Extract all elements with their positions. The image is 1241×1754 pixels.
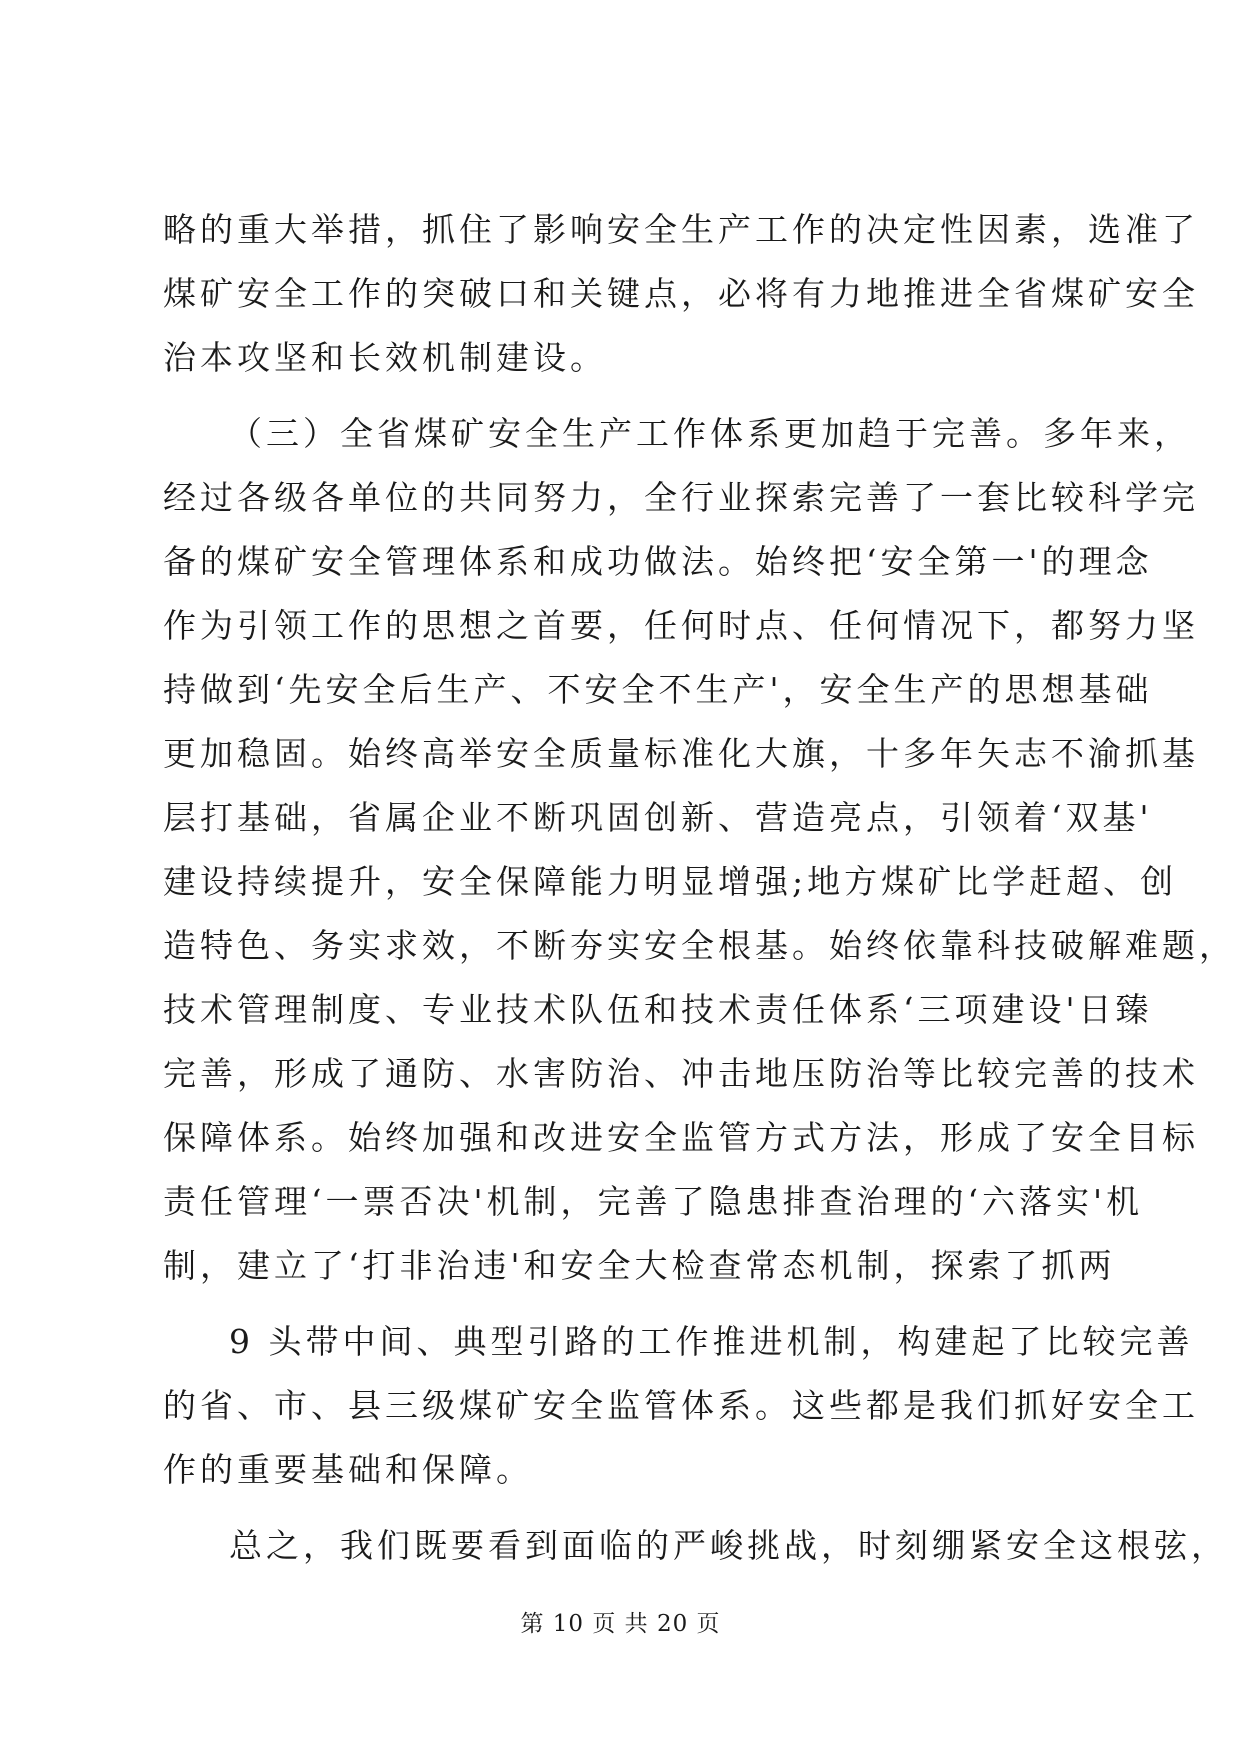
text-line: 完善，形成了通防、水害防治、冲击地压防治等比较完善的技术	[163, 1054, 1199, 1093]
text-line: 治本攻坚和长效机制建设。	[163, 338, 607, 377]
text-line: 经过各级各单位的共同努力，全行业探索完善了一套比较科学完	[163, 478, 1199, 517]
page-number-footer: 第 10 页 共 20 页	[520, 1611, 721, 1637]
text-line: 略的重大举措，抓住了影响安全生产工作的决定性因素，选准了	[163, 210, 1199, 249]
text-line: 作的重要基础和保障。	[163, 1450, 533, 1489]
text-line: 造特色、务实求效，不断夯实安全根基。始终依靠科技破解难题，	[163, 926, 1236, 965]
text-line: 持做到‘先安全后生产、不安全不生产'，安全生产的思想基础	[163, 670, 1153, 709]
text-line: 技术管理制度、专业技术队伍和技术责任体系‘三项建设'日臻	[163, 990, 1153, 1029]
text-line: 的省、市、县三级煤矿安全监管体系。这些都是我们抓好安全工	[163, 1386, 1199, 1425]
text-line: 煤矿安全工作的突破口和关键点，必将有力地推进全省煤矿安全	[163, 274, 1199, 313]
paragraph-heading-line: （三）全省煤矿安全生产工作体系更加趋于完善。多年来，	[229, 414, 1191, 453]
text-line: 9 头带中间、典型引路的工作推进机制，构建起了比较完善	[229, 1322, 1194, 1361]
text-line: 总之，我们既要看到面临的严峻挑战，时刻绷紧安全这根弦，	[229, 1526, 1228, 1565]
text-line: 保障体系。始终加强和改进安全监管方式方法，形成了安全目标	[163, 1118, 1199, 1157]
document-body	[163, 198, 1236, 1578]
text-line: 备的煤矿安全管理体系和成功做法。始终把‘安全第一'的理念	[163, 542, 1153, 581]
text-line: 责任管理‘一票否决'机制，完善了隐患排查治理的‘六落实'机	[163, 1182, 1144, 1221]
text-line: 更加稳固。始终高举安全质量标准化大旗，十多年矢志不渝抓基	[163, 734, 1199, 773]
text-line: 作为引领工作的思想之首要，任何时点、任何情况下，都努力坚	[163, 606, 1199, 645]
text-line: 层打基础，省属企业不断巩固创新、营造亮点，引领着‘双基'	[163, 798, 1153, 837]
text-line: 制，建立了‘打非治违'和安全大检查常态机制，探索了抓两	[163, 1246, 1116, 1285]
text-line: 建设持续提升，安全保障能力明显增强;地方煤矿比学赶超、创	[163, 862, 1178, 901]
